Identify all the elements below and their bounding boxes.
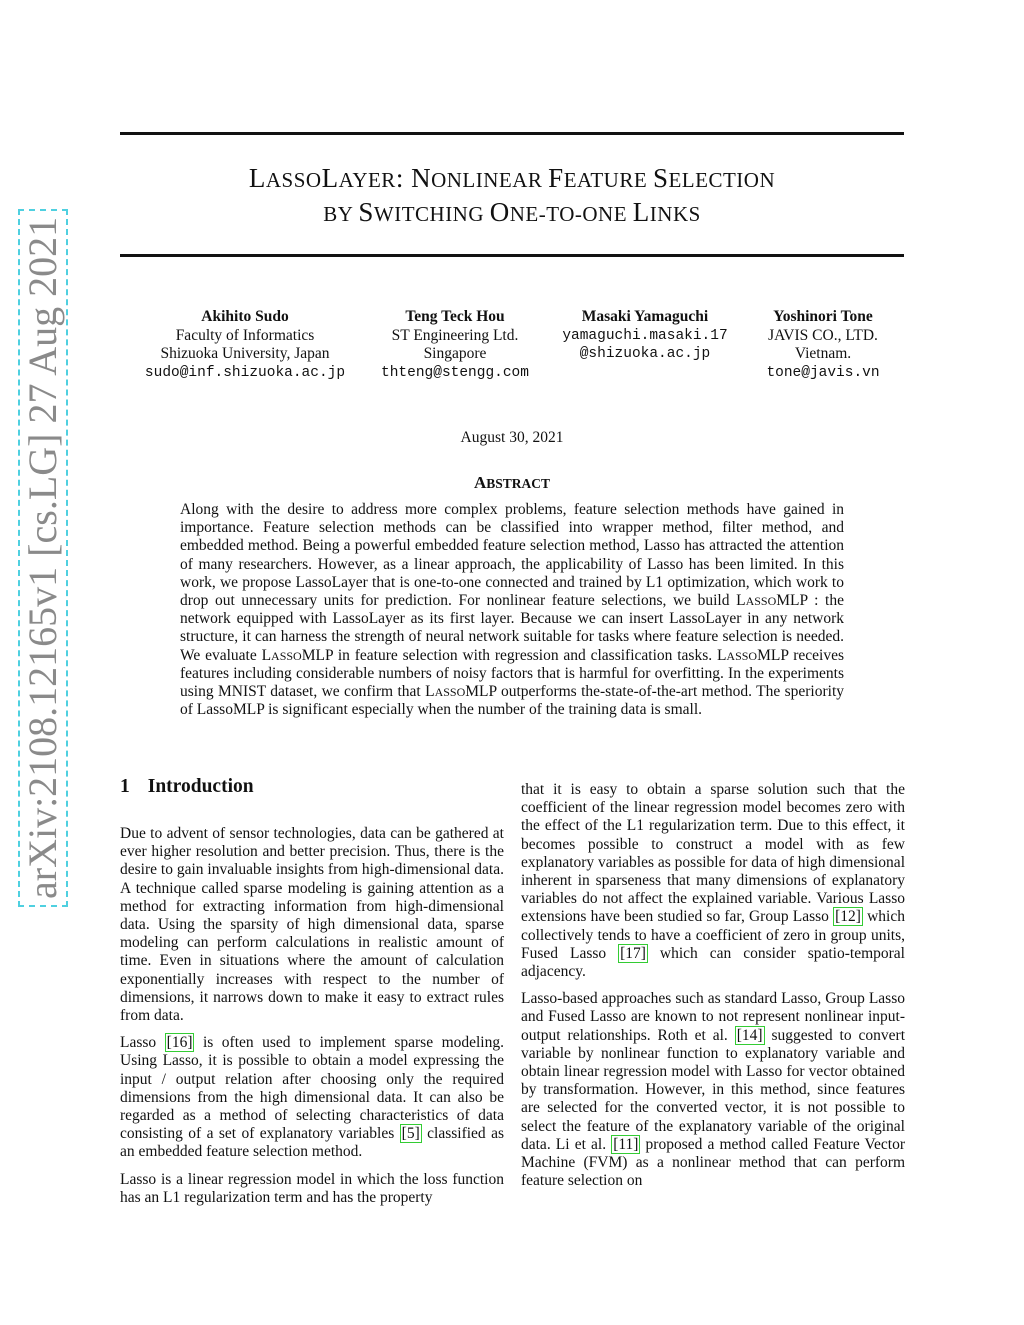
author-email[interactable]: thteng@stengg.com: [381, 364, 529, 381]
author-email[interactable]: @shizuoka.ac.jp: [579, 346, 711, 362]
paragraph: Due to advent of sensor technologies, data can be gathered at ever higher resolution and better precision. Thus, there is the desire to gain invaluable insights from high-dimensional data. A technique called sparse modeling is gaining attention as a method for extracting information from high-dimensional data. Using the sparsity of high dimensional data, sparse modeling can perform calculations in realistic amount of time. Even in situations where the amount of calculation exponentially increases with respect to the number of dimensions, it narrows down to make it easy to extract rules from data.: [120, 825, 504, 1025]
section-number: 1: [120, 776, 130, 797]
author-affiliation: ST Engineering Ltd.: [391, 326, 519, 344]
paper-title-line-2: BY SWITCHING ONE-TO-ONE LINKS: [323, 197, 701, 227]
citation-link[interactable]: [16]: [166, 1034, 193, 1052]
paragraph: Lasso-based approaches such as standard Lasso, Group Lasso and Fused Lasso are known to not represent nonlinear input-output relationships. Roth et al. [14] suggested to convert variable by nonlinear function to explanatory variable and obtain linear regression model with Lasso for vector obtained by transformation. However, in this method, since features are selected for the converted vector, it is not possible to select the feature of the explanatory variable of the original data. Li et al. [11] proposed a method called Feature Vector Machine (FVM) as a nonlinear method that can perform feature selection on: [521, 990, 906, 1190]
author-email[interactable]: yamaguchi.masaki.17: [562, 327, 728, 344]
author-block: [555, 308, 735, 364]
paper-title-line-1: LASSOLAYER: NONLINEAR FEATURE SELECTION: [248, 163, 776, 193]
paper-date: August 30, 2021: [460, 429, 564, 446]
right-column: [521, 781, 905, 1199]
author-block: [140, 308, 350, 382]
citation-link[interactable]: [11]: [613, 1135, 639, 1153]
arxiv-stamp: [14, 0, 74, 1325]
title-top-rule: [120, 132, 904, 135]
citation-link[interactable]: [17]: [620, 944, 646, 962]
author-name: Yoshinori Tone: [773, 308, 873, 325]
author-affiliation: JAVIS CO., LTD.: [768, 326, 878, 344]
left-column: [120, 825, 504, 1216]
author-block: [748, 308, 898, 382]
arxiv-identifier[interactable]: arXiv:2108.12165v1 [cs.LG] 27 Aug 2021: [18, 209, 68, 907]
section-title: Introduction: [147, 776, 254, 797]
citation-link[interactable]: [5]: [401, 1125, 420, 1143]
author-email[interactable]: tone@javis.vn: [766, 364, 880, 381]
section-heading: [120, 776, 254, 798]
paragraph: that it is easy to obtain a sparse solution such that the coefficient of the linear regression model becomes zero with the effect of the L1 regularization term. Due to this effect, it becomes possible to construct a model with as few explanatory variables as possible for data of high dimensional inherent in sparseness that many dimensions of explanatory variables do not affect the explained variable. Various Lasso extensions have been studied so far, Group Lasso [12] which collectively tends to have a coefficient of zero in group units, Fused Lasso [17] which can consider spatio-temporal adjacency.: [521, 781, 905, 981]
author-affiliation: Faculty of Informatics: [175, 326, 315, 344]
abstract-text: Along with the desire to address more complex problems, feature selection methods have gained in importance. Feature selection methods can be classified into wrapper method, filter method, and embedded method. Being a powerful embedded feature selection method, Lasso has attracted the attention of many researchers. However, as a linear approach, the applicability of Lasso has been limited. In this work, we propose LassoLayer that is one-to-one connected and trained by L1 optimization, which work to drop out unnecessary units for prediction. For nonlinear feature selections, we build LASSOMLP : the network equipped with LassoLayer as its first layer. Because we can insert LassoLayer in any network structure, it can harness the strength of neural network suitable for tasks where feature selection is needed. We evaluate LASSOMLP in feature selection with regression and classification tasks. LASSOMLP receives features including considerable numbers of noisy factors that is harmful for overfitting. In the experiments using MNIST dataset, we confirm that LASSOMLP outperforms the-state-of-the-art method. The speriority of LassoMLP is significant especially when the number of the training data is small.: [180, 501, 844, 719]
abstract-heading: ABSTRACT: [473, 473, 551, 492]
author-name: Teng Teck Hou: [405, 308, 505, 325]
author-block: [365, 308, 545, 382]
author-affiliation: Singapore: [423, 345, 487, 362]
author-name: Masaki Yamaguchi: [581, 308, 709, 325]
citation-link[interactable]: [12]: [835, 908, 861, 926]
paragraph: Lasso is a linear regression model in which the loss function has an L1 regularization term and has the property: [120, 1170, 504, 1206]
title-bottom-rule: [120, 254, 904, 257]
author-email[interactable]: sudo@inf.shizuoka.ac.jp: [144, 364, 346, 381]
citation-link[interactable]: [14]: [736, 1026, 763, 1044]
author-name: Akihito Sudo: [201, 308, 289, 325]
paragraph: Lasso [16] is often used to implement sparse modeling. Using Lasso, it is possible to obtain a model expressing the input / output relation after choosing only the required dimensions from the high dimensional data. It can also be regarded as a method of selecting characteristics of data consisting of a set of explanatory variables [5] classified as an embedded feature selection method.: [120, 1034, 504, 1161]
author-affiliation: Vietnam.: [794, 345, 852, 362]
author-affiliation: Shizuoka University, Japan: [160, 345, 330, 362]
